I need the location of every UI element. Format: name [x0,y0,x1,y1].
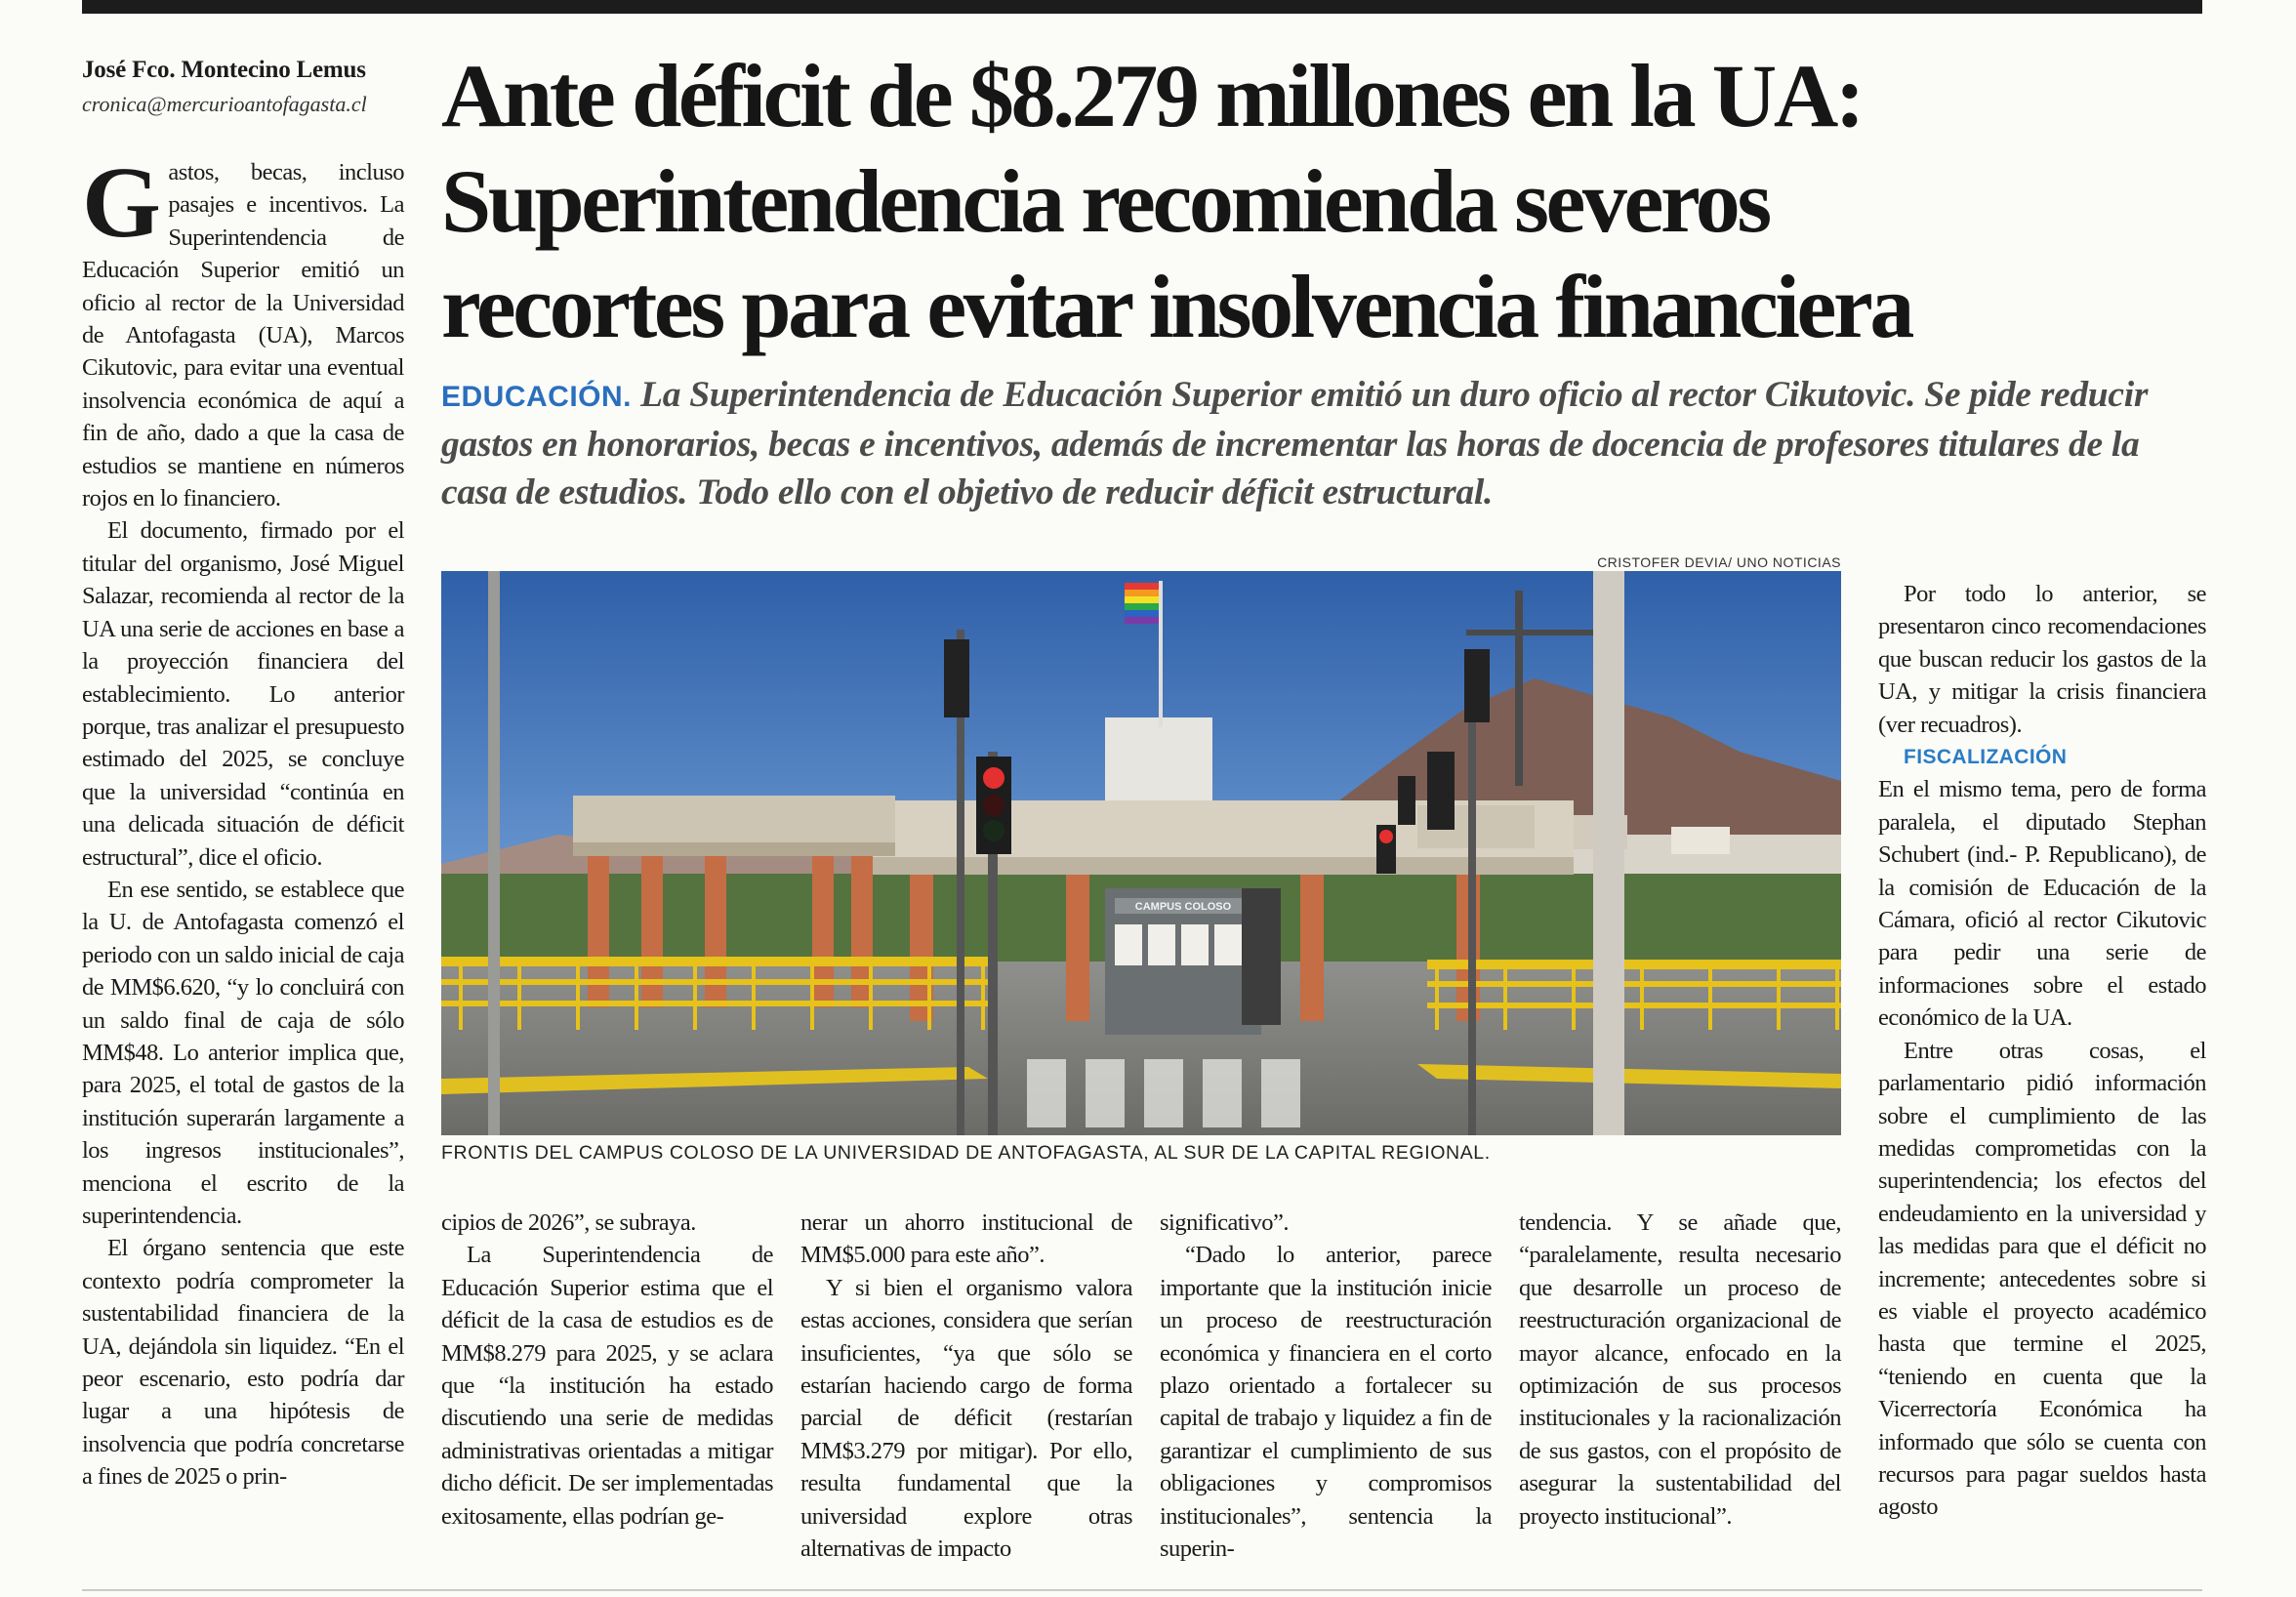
paragraph: Y si bien el organismo valora estas acciones, considera que serían insuficientes, “ya que sólo se estarían haciendo cargo de forma parcial de déficit (restarían MM$3.279 por mitigar). Por ello, resulta fundamental que la universidad explore otras alternativas de impacto [800,1274,1132,1563]
paragraph: Por todo lo anterior, se presentaron cinco recomendaciones que buscan reducir los gastos de la UA, y mitigar la crisis financiera (ver recuadros). [1878,581,2206,738]
lead-text: La Superintendencia de Educación Superior emitió un duro oficio al rector Cikutovic. Se pide reducir gastos en honorarios, becas e incentivos, además de incrementar las horas de docencia de profesores titulares de la casa de estudios. Todo ello con el objetivo de reducir déficit estructural. [441,375,2149,512]
article-column-2 [441,1207,773,1533]
bottom-rule [82,1589,2202,1591]
paragraph: En el mismo tema, pero de forma paralela, el diputado Stephan Schubert (ind.- P. Republicano), de la comisión de Educación de la Cámara, ofició al rector Cikutovic para pedir una serie de informaciones sobre el estado económico de la UA. [1878,776,2206,1032]
article-column-5 [1519,1207,1841,1533]
photo-caption: FRONTIS DEL CAMPUS COLOSO DE LA UNIVERSIDAD DE ANTOFAGASTA, AL SUR DE LA CAPITAL REGIONAL. [441,1142,1491,1164]
paragraph: significativo”. [1160,1209,1289,1236]
paragraph: “Dado lo anterior, parece importante que la institución inicie un proceso de reestructuración económica y financiera en el corto plazo orientado a fortalecer su capital de trabajo y liquidez a fin de garantizar el cumplimiento de sus obligaciones y compromisos institucionales”, sentencia la superin- [1160,1242,1492,1563]
paragraph: El documento, firmado por el titular del organismo, José Miguel Salazar, recomienda al rector de la UA una serie de acciones en base a la proyección financiera del establecimiento. Lo anterior porque, tras analizar el presupuesto estimado del 2025, se concluye que la universidad “continúa en una delicada situación de déficit estructural”, dice el oficio. [82,517,404,871]
headline-line-1: Ante déficit de $8.279 millones en la UA: [441,46,1863,145]
article-column-3 [800,1207,1132,1565]
top-rule [82,0,2202,14]
headline [441,43,2189,359]
subsection-heading: FISCALIZACIÓN [1904,746,2068,769]
byline [82,57,414,117]
section-kicker: EDUCACIÓN. [441,381,633,413]
paragraph: tendencia. Y se añade que, “paralelamente, resulta necesario que desarrolle un proceso de reestructuración organizacional de mayor alcance, enfocado en la optimización de sus procesos institucionales y la racionalización de sus gastos, con el propósito de asegurar la sustentabilidad del proyecto institucional”. [1519,1209,1841,1530]
byline-author: José Fco. Montecino Lemus [82,57,366,83]
campus-photo [441,571,1841,1135]
article-column-4 [1160,1207,1492,1565]
lead-paragraph [441,371,2198,516]
article-column-1 [82,146,404,1494]
paragraph: La Superintendencia de Educación Superior estima que el déficit de la casa de estudios es de MM$8.279 para 2025, y se aclara que “la institución ha estado discutiendo una serie de medidas administrativas orientadas a mitigar dicho déficit. De ser implementadas exitosamente, ellas podrían ge- [441,1242,773,1530]
paragraph: Entre otras cosas, el parlamentario pidió información sobre el cumplimiento de las medidas comprometidas con la superintendencia; los efectos del endeudamiento en la universidad y las medidas para que el déficit no incremente; antecedentes sobre si es viable el proyecto académico hasta que termine el 2025, “teniendo en cuenta que la Vicerrectoría Económica ha informado que sólo se cuenta con recursos para pagar sueldos hasta agosto [1878,1037,2206,1521]
paragraph: cipios de 2026”, se subraya. [441,1209,696,1236]
paragraph [82,146,404,514]
paragraph-text: astos, becas, incluso pasajes e incentivos. La Superintendencia de Educación Superior emitió un oficio al rector de la Universidad de Antofagasta (UA), Marcos Cikutovic, para evitar una eventual insolvencia económica de aquí a fin de año, dado a que la casa de estudios se mantiene en números rojos en lo financiero. [82,159,404,512]
byline-email[interactable]: cronica@mercurioantofagasta.cl [82,92,367,116]
headline-line-2: Superintendencia recomienda severos [441,151,1769,251]
headline-line-3: recortes para evitar insolvencia financiera [441,257,1912,356]
campus-sign: CAMPUS COLOSO [1134,901,1232,913]
paragraph: El órgano sentencia que este contexto podría comprometer la sustentabilidad financiera de la UA, dejándola sin liquidez. “En el peor escenario, esto podría dar lugar a una hipótesis de insolvencia que podría concretarse a fines de 2025 o prin- [82,1235,404,1491]
paragraph: nerar un ahorro institucional de MM$5.000 para este año”. [800,1209,1132,1269]
photo-credit: CRISTOFER DEVIA/ UNO NOTICIAS [1597,554,1841,570]
article-column-6 [1878,578,2206,1524]
drop-cap: G [82,146,161,259]
paragraph: En ese sentido, se establece que la U. de Antofagasta comenzó el periodo con un saldo inicial de caja de MM$6.620, “y lo concluirá con un saldo final de caja de sólo MM$48. Lo anterior implica que, para 2025, el total de gastos de la institución superarán largamente a los ingresos institucionales”, menciona el escrito de la superintendencia. [82,876,404,1229]
